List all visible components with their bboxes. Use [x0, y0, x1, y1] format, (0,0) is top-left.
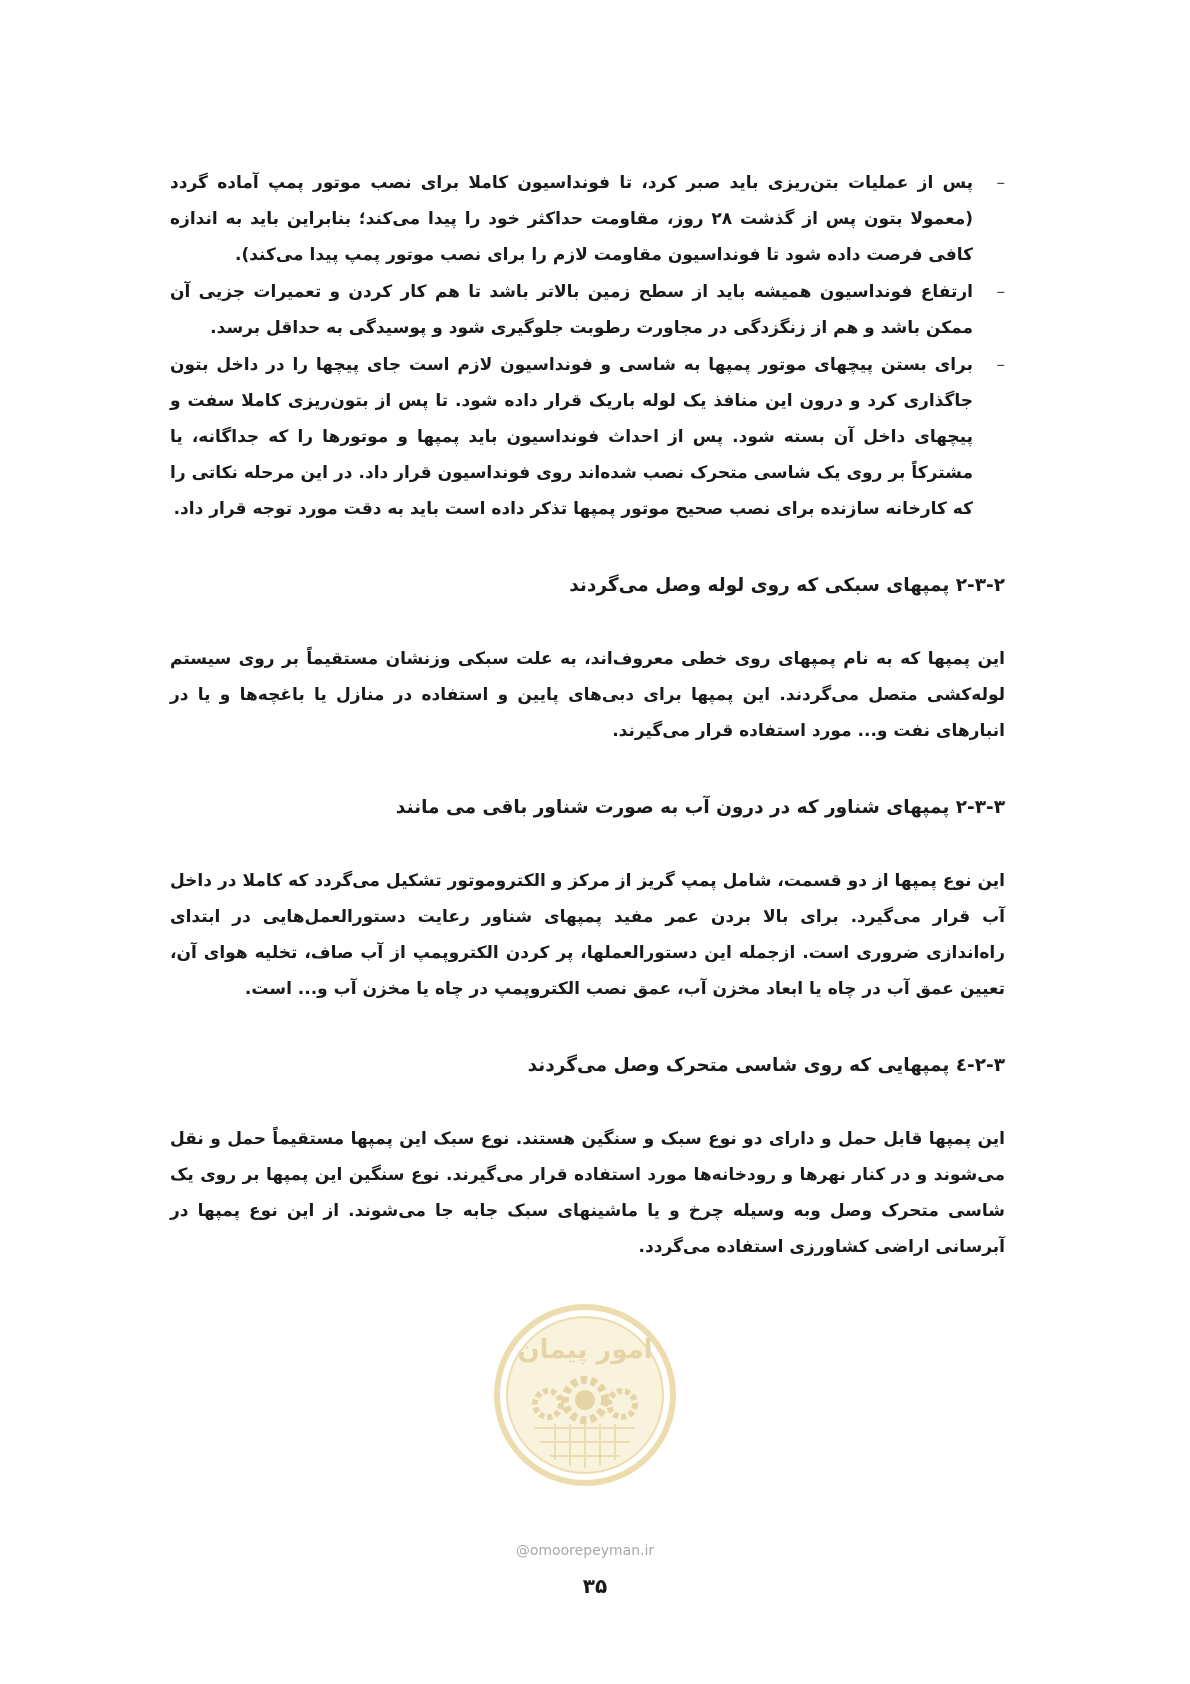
- section-heading: ۲-۳-۳ پمپهای شناور که در درون آب به صورت شناور باقی می مانند: [395, 797, 1005, 818]
- bullet-text: ارتفاع فونداسیون همیشه باید از سطح زمین بالاتر باشد تا هم کار کردن و تعمیرات جزیی آن ممکن باشد و هم از زنگزدگی در مجاورت رطوبت جلوگیری شود و پوسیدگی به حداقل برسد.: [170, 282, 973, 338]
- page-number: ۳۵: [582, 1574, 608, 1598]
- section-paragraph: این پمپها قابل حمل و دارای دو نوع سبک و سنگین هستند. نوع سبک این پمپها مستقیماً حمل و نقل می‌شوند و در کنار نهرها و رودخانه‌ها مورد استفاده قرار می‌گیرند. نوع سنگین این پمپها بر روی یک شاسی متحرک وصل وبه وسیله چرخ و یا ماشینهای سبک جابه جا می‌شوند. از این نوع پمپها در آبرسانی اراضی کشاورزی استفاده می‌گردد.: [170, 1129, 1005, 1257]
- section-paragraph: این نوع پمپها از دو قسمت، شامل پمپ گریز از مرکز و الکتروموتور تشکیل می‌گردد که کاملا در داخل آب قرار می‌گیرد. برای بالا بردن عمر مفید پمپهای شناور رعایت دستورالعمل‌هایی در ابتدای راه‌اندازی ضروری است. ازجمله این دستورالعملها، پر کردن الکتروپمپ از آب صاف، تخلیه هوای آن، تعیین عمق آب در چاه یا ابعاد مخزن آب، عمق نصب الکتروپمپ در چاه یا مخزن آب و... است.: [170, 871, 1005, 999]
- bullet-item: [170, 347, 1005, 527]
- bullet-text: برای بستن پیچهای موتور پمپها به شاسی و فونداسیون لازم است جای پیچها را در داخل بتون جاگذاری کرد و درون این منافذ یک لوله باریک قرار داده شود. تا پس از بتون‌ریزی کاملا سفت و پیچهای داخل آن بسته شود. پس از احداث فونداسیون باید پمپها و موتورها را که جداگانه، یا مشترکاً بر روی یک شاسی متحرک نصب شده‌اند روی فونداسیون قرار داد. در این مرحله نکاتی را که کارخانه سازنده برای نصب صحیح موتور پمپها تذکر داده است باید به دقت مورد توجه قرار داد.: [170, 355, 973, 519]
- bullet-dash: –: [996, 173, 1005, 193]
- section-heading: ۲-۳-٤ پمپهایی که روی شاسی متحرک وصل می‌گردند: [527, 1055, 1005, 1076]
- bullet-dash: –: [996, 282, 1005, 302]
- bullet-dash: –: [996, 355, 1005, 375]
- bullet-list: [170, 165, 1005, 527]
- bullet-item: [170, 165, 1005, 273]
- section-heading: ۲-۳-۲ پمپهای سبکی که روی لوله وصل می‌گردند: [569, 575, 1005, 596]
- section-paragraph: این پمپها که به نام پمپهای روی خطی معروف‌اند، به علت سبکی وزنشان مستقیماً بر روی سیستم لوله‌کشی متصل می‌گردند. این پمپها برای دبی‌های پایین و استفاده در منازل یا باغچه‌ها و یا در انبارهای نفت و... مورد استفاده قرار می‌گیرند.: [170, 649, 1005, 741]
- watermark-logo-text: امور پیمان: [517, 1335, 653, 1365]
- bullet-item: [170, 274, 1005, 346]
- page-content: [170, 165, 1005, 1265]
- watermark-url: @omoorepeyman.ir: [515, 1543, 655, 1559]
- bullet-text: پس از عملیات بتن‌ریزی باید صبر کرد، تا فونداسیون کاملا برای نصب موتور پمپ آماده گردد (معمولا بتون پس از گذشت ۲۸ روز، مقاومت حداکثر خود را پیدا می‌کند؛ بنابراین باید به اندازه کافی فرصت داده شود تا فونداسیون مقاومت لازم را برای نصب موتور پمپ پیدا می‌کند).: [170, 173, 973, 265]
- watermark-logo: [490, 1300, 680, 1490]
